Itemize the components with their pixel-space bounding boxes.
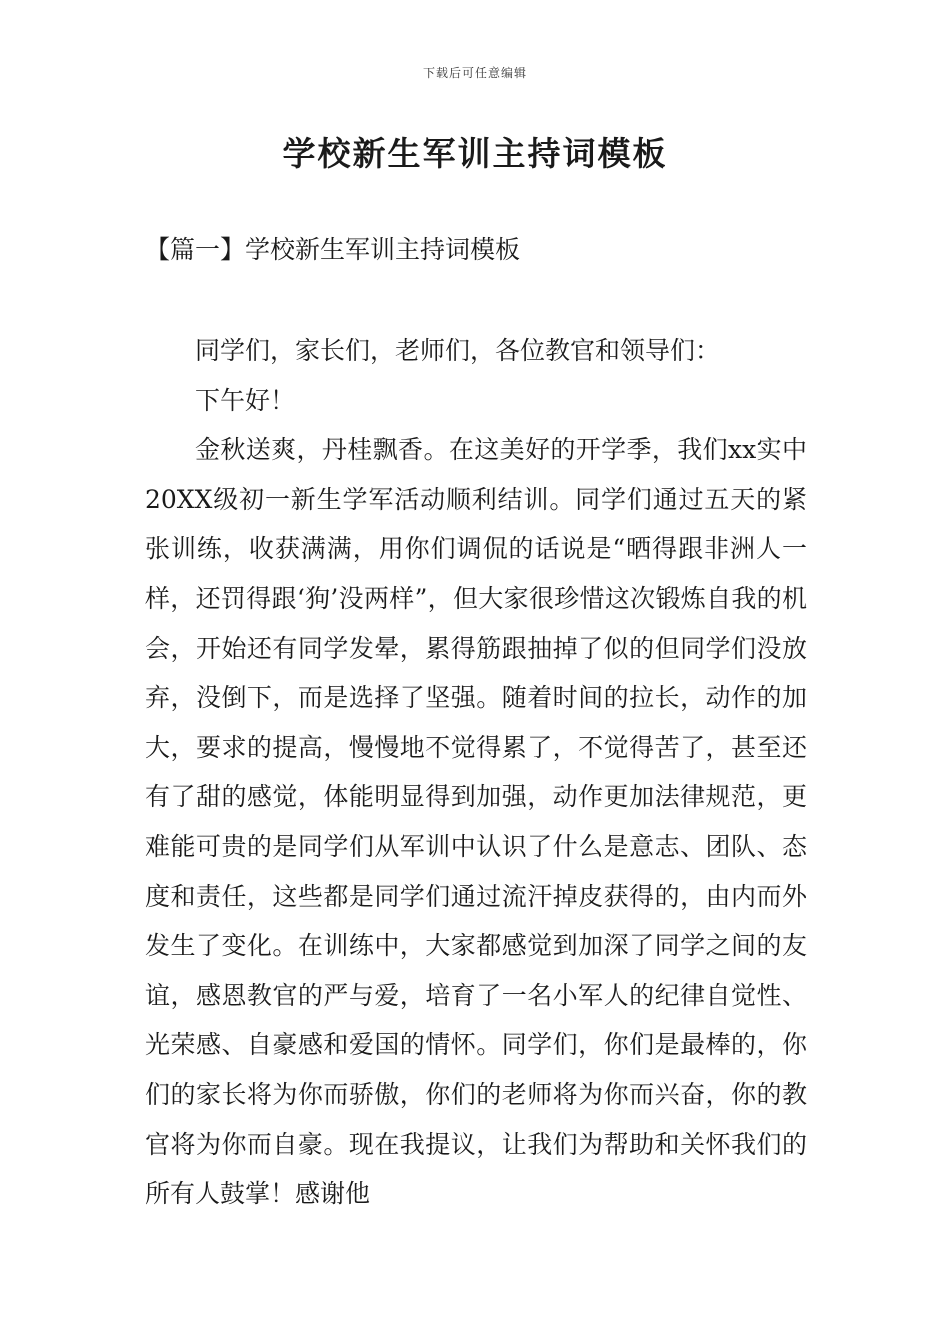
- header-note: 下载后可任意编辑: [422, 66, 527, 80]
- body-paragraph: 金秋送爽，丹桂飘香。在这美好的开学季，我们xx实中20XX级初一新生学军活动顺利结训。同学们通过五天的紧张训练，收获满满，用你们调侃的话说是“晒得跟非洲人一样，还罚得跟‘狗’没两样”，但大家很珍惜这次锻炼自我的机会，开始还有同学发晕，累得筋跟抽掉了似的但同学们没放弃，没倒下，而是选择了坚强。随着时间的拉长，动作的加大，要求的提高，慢慢地不觉得累了，不觉得苦了，甚至还有了甜的感觉，体能明显得到加强，动作更加法律规范，更难能可贵的是同学们从军训中认识了什么是意志、团队、态度和责任，这些都是同学们通过流汗掉皮获得的，由内而外发生了变化。在训练中，大家都感觉到加深了同学之间的友谊，感恩教官的严与爱，培育了一名小军人的纪律自觉性、光荣感、自豪感和爱国的情怀。同学们，你们是最棒的，你们的家长将为你而骄傲，你们的老师将为你而兴奋，你的教官将为你而自豪。现在我提议，让我们为帮助和关怀我们的所有人鼓掌！感谢他: [145, 435, 807, 1209]
- document-title: 学校新生军训主持词模板: [282, 134, 668, 173]
- greeting-line: 同学们，家长们，老师们，各位教官和领导们：: [195, 336, 721, 365]
- salutation-line: 下午好！: [195, 385, 296, 415]
- body-text: [145, 326, 807, 1219]
- section-heading: 【篇一】学校新生军训主持词模板: [145, 235, 521, 264]
